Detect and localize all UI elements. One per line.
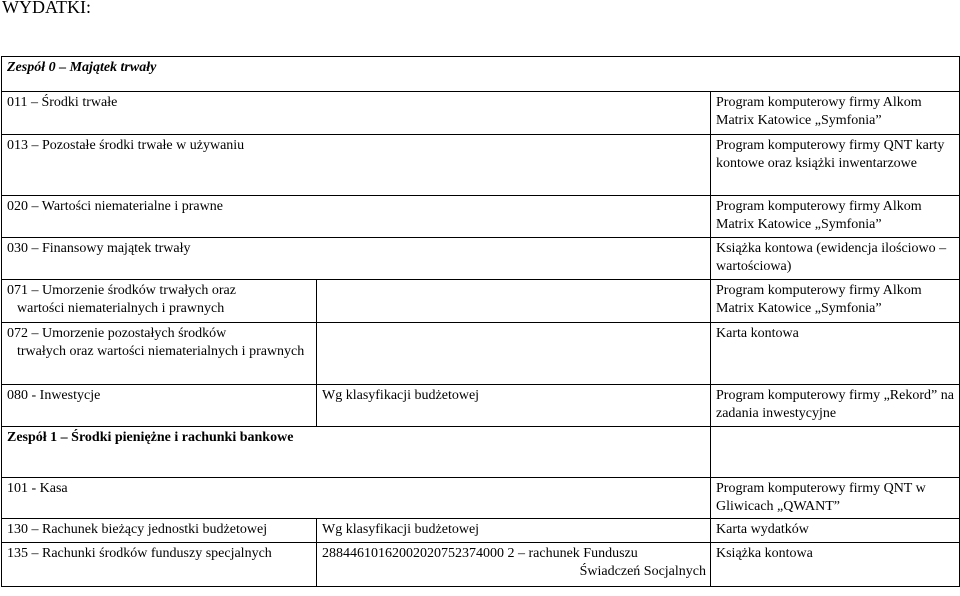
page-heading: WYDATKI: (2, 0, 91, 17)
account-cell: 020 – Wartości niematerialne i prawne (2, 196, 711, 238)
accounts-table (1, 56, 960, 587)
table-row (2, 92, 960, 135)
account-cell (2, 323, 317, 385)
table-row (2, 196, 960, 238)
account-cell: 011 – Środki trwałe (2, 92, 711, 135)
system-cell: Karta wydatków (711, 519, 960, 543)
mid-cell (317, 280, 711, 323)
account-line-1: 072 – Umorzenie pozostałych środków (7, 326, 227, 341)
account-cell: 135 – Rachunki środków funduszy specjalnych (2, 543, 317, 587)
mid-line-2: Świadczeń Socjalnych (579, 564, 706, 579)
account-cell: 080 - Inwestycje (2, 385, 317, 427)
mid-line-1: 28844610162002020752374000 2 – rachunek Funduszu (322, 546, 638, 561)
table-row (2, 280, 960, 323)
mid-cell: Wg klasyfikacji budżetowej (317, 519, 711, 543)
account-line-2: wartości niematerialnych i prawnych (17, 301, 225, 316)
system-cell: Program komputerowy firmy Alkom Matrix Katowice „Symfonia” (711, 92, 960, 135)
system-cell: Karta kontowa (711, 323, 960, 385)
table-row (2, 543, 960, 587)
table-row (2, 519, 960, 543)
group-title-zespol-0: Zespół 0 – Majątek trwały (2, 57, 960, 92)
account-line-2: trwałych oraz wartości niematerialnych i prawnych (17, 344, 305, 359)
account-cell: 030 – Finansowy majątek trwały (2, 238, 711, 280)
table-row (2, 238, 960, 280)
account-cell: 013 – Pozostałe środki trwałe w używaniu (2, 135, 711, 196)
system-cell: Program komputerowy firmy „Rekord” na zadania inwestycyjne (711, 385, 960, 427)
mid-cell (317, 323, 711, 385)
table-row (2, 135, 960, 196)
account-cell: 130 – Rachunek bieżący jednostki budżetowej (2, 519, 317, 543)
table-row (2, 478, 960, 519)
table-row (2, 385, 960, 427)
group-header-row (2, 427, 960, 478)
system-cell: Program komputerowy firmy Alkom Matrix Katowice „Symfonia” (711, 196, 960, 238)
mid-cell (317, 543, 711, 587)
system-cell: Program komputerowy firmy Alkom Matrix Katowice „Symfonia” (711, 280, 960, 323)
mid-cell: Wg klasyfikacji budżetowej (317, 385, 711, 427)
system-cell: Książka kontowa (711, 543, 960, 587)
account-cell (2, 280, 317, 323)
empty-cell (711, 427, 960, 478)
system-cell: Książka kontowa (ewidencja ilościowo – wartościowa) (711, 238, 960, 280)
system-cell: Program komputerowy firmy QNT karty kontowe oraz książki inwentarzowe (711, 135, 960, 196)
account-cell: 101 - Kasa (2, 478, 711, 519)
account-line-1: 071 – Umorzenie środków trwałych oraz (7, 283, 236, 298)
group-header-row (2, 57, 960, 92)
table-row (2, 323, 960, 385)
group-title-zespol-1: Zespół 1 – Środki pieniężne i rachunki bankowe (2, 427, 711, 478)
system-cell: Program komputerowy firmy QNT w Gliwicach „QWANT” (711, 478, 960, 519)
